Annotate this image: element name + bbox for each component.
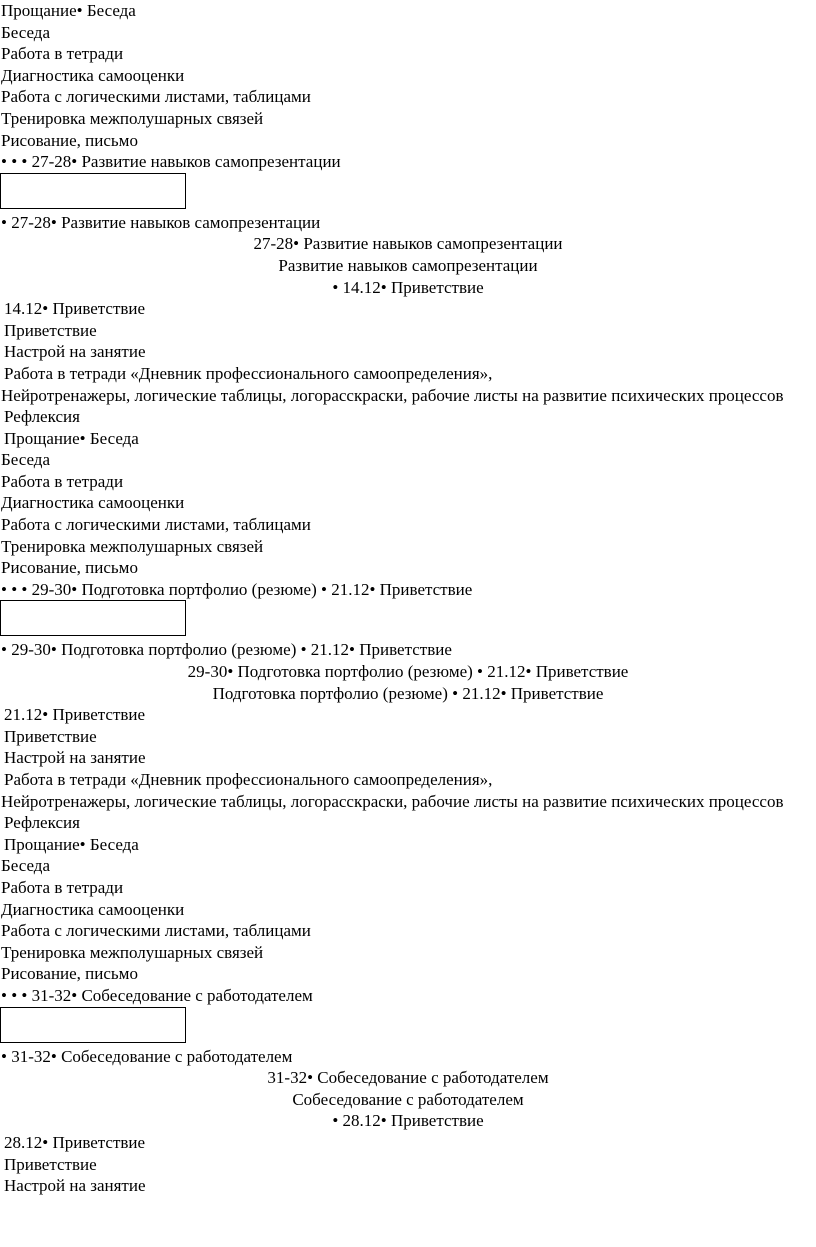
text-line: Диагностика самооценки (1, 65, 185, 85)
empty-box (0, 600, 186, 636)
text-line: Работа в тетради (1, 877, 124, 897)
text-line: 31-32• Собеседование с работодателем (267, 1068, 549, 1088)
text-line: • 28.12• Приветствие (332, 1111, 484, 1131)
text-line: Нейротренажеры, логические таблицы, логорасскраски, рабочие листы на развитие психических процессов (1, 385, 784, 405)
text-line: Приветствие (4, 1154, 97, 1174)
text-line: Работа с логическими листами, таблицами (1, 921, 311, 941)
empty-box (0, 1007, 186, 1043)
text-line: 21.12• Приветствие (4, 705, 146, 725)
text-line: Рисование, письмо (1, 964, 138, 984)
text-line: Диагностика самооценки (1, 899, 185, 919)
text-line: Подготовка портфолио (резюме) • 21.12• Приветствие (212, 683, 604, 703)
text-line: Работа в тетради (1, 471, 124, 491)
text-line: Работа в тетради «Дневник профессионального самоопределения», (4, 363, 493, 383)
text-line: 29-30• Подготовка портфолио (резюме) • 21.12• Приветствие (187, 662, 629, 682)
text-line: Беседа (1, 856, 50, 876)
text-line: Рефлексия (4, 407, 80, 427)
text-line: Работа в тетради (1, 44, 124, 64)
text-line: Беседа (1, 22, 50, 42)
text-line: Тренировка межполушарных связей (1, 108, 264, 128)
text-line: Работа в тетради «Дневник профессионального самоопределения», (4, 770, 493, 789)
text-line: Настрой на занятие (4, 748, 146, 768)
text-line: 14.12• Приветствие (4, 299, 146, 319)
text-line: • 14.12• Приветствие (332, 277, 484, 297)
text-line: Беседа (1, 450, 50, 470)
text-line: 28.12• Приветствие (4, 1132, 146, 1152)
text-line: 27-28• Развитие навыков самопрезентации (253, 234, 563, 254)
text-line: Развитие навыков самопрезентации (278, 255, 538, 275)
text-line: Работа с логическими листами, таблицами (1, 87, 311, 107)
text-line: Настрой на занятие (4, 1176, 146, 1196)
text-line: • • • 27-28• Развитие навыков самопрезентации (1, 152, 341, 172)
text-line: Прощание• Беседа (4, 834, 139, 854)
text-line: Диагностика самооценки (1, 493, 185, 513)
text-line: Рефлексия (4, 813, 80, 833)
text-line: Настрой на занятие (4, 342, 146, 362)
text-line: Собеседование с работодателем (292, 1089, 524, 1109)
text-line: Рисование, письмо (1, 130, 138, 150)
text-line: Прощание• Беседа (4, 428, 139, 448)
text-line: Приветствие (4, 320, 97, 340)
text-line: Нейротренажеры, логические таблицы, логорасскраски, рабочие листы на развитие психических процессов (1, 791, 784, 811)
text-line: Рисование, письмо (1, 558, 138, 578)
text-line: Тренировка межполушарных связей (1, 536, 264, 556)
text-line: • 27-28• Развитие навыков самопрезентации (1, 212, 321, 232)
text-line: Приветствие (4, 726, 97, 746)
text-line: • 29-30• Подготовка портфолио (резюме) • 21.12• Приветствие (1, 640, 452, 660)
text-line: • • • 31-32• Собеседование с работодателем (1, 985, 313, 1005)
text-line: • 31-32• Собеседование с работодателем (1, 1046, 293, 1066)
text-line: • • • 29-30• Подготовка портфолио (резюме) • 21.12• Приветствие (1, 579, 473, 599)
text-line: Прощание• Беседа (1, 1, 136, 20)
empty-box (0, 173, 186, 209)
text-line: Работа с логическими листами, таблицами (1, 515, 311, 535)
text-line: Тренировка межполушарных связей (1, 942, 264, 962)
